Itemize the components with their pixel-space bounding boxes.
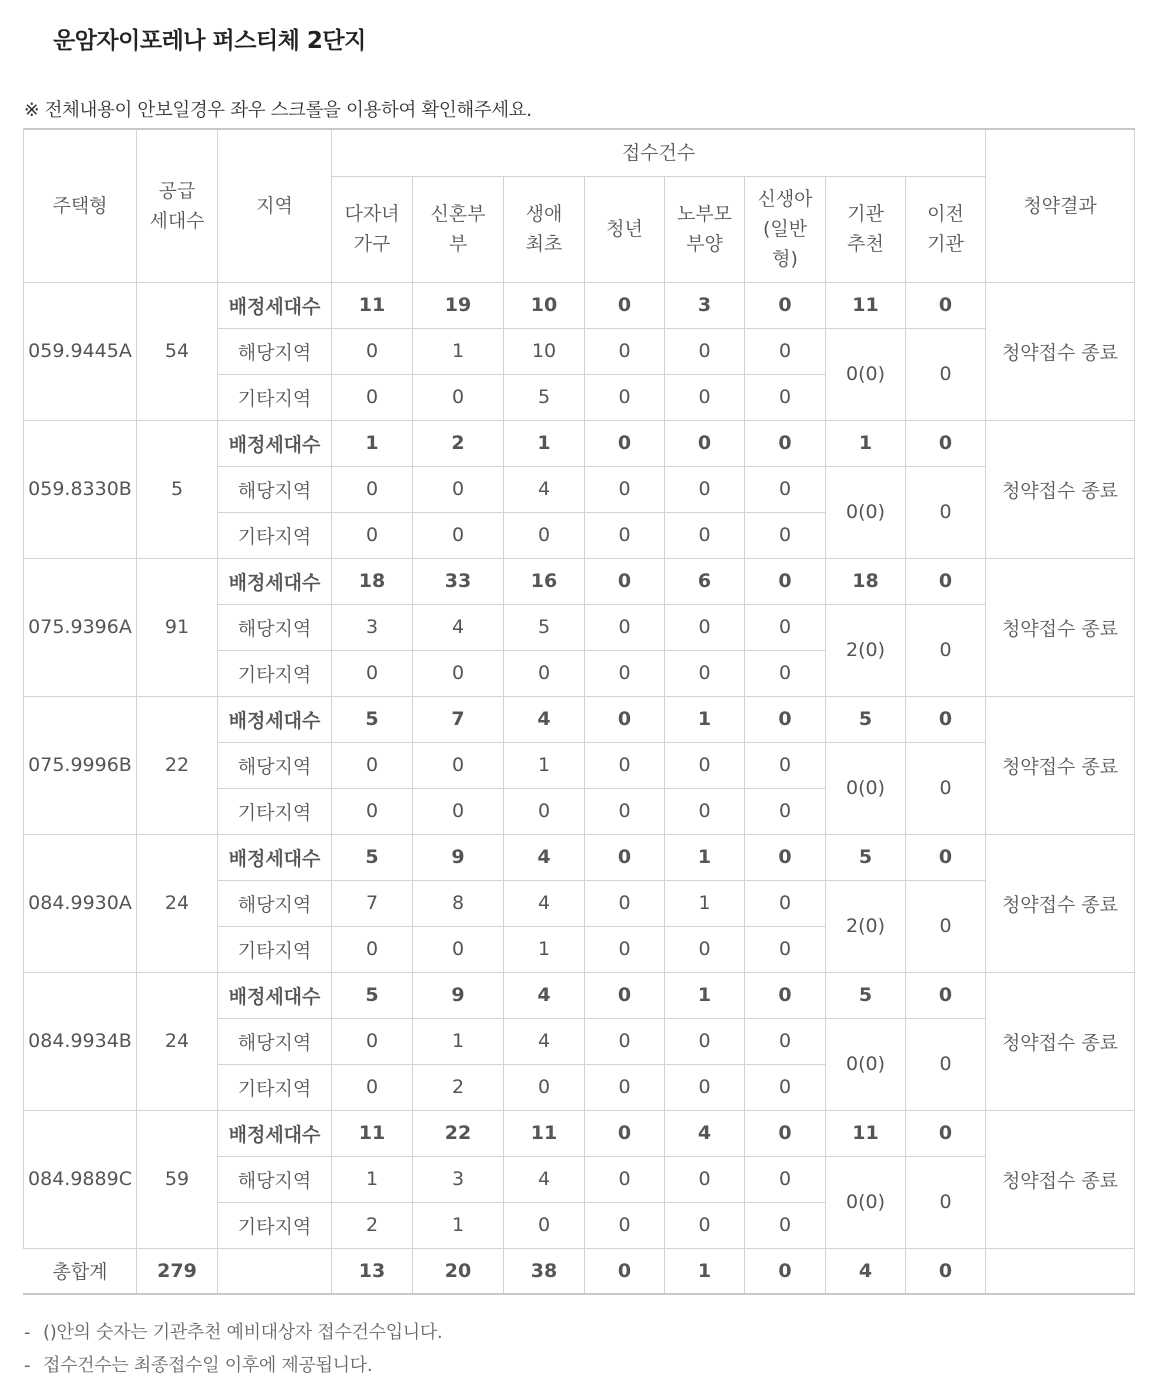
- allocated-value: 4: [504, 696, 585, 742]
- supply-cell: 22: [137, 696, 218, 834]
- transfer-value: 0: [906, 604, 986, 696]
- total-value: 0: [906, 1248, 986, 1294]
- allocated-value: 19: [413, 282, 504, 328]
- other-value: 0: [332, 926, 413, 972]
- header-institution: 기관 추천: [826, 176, 906, 282]
- row-label-allocated: 배정세대수: [218, 420, 332, 466]
- housing-type-cell: 084.9930A: [24, 834, 137, 972]
- local-value: 0: [745, 1156, 826, 1202]
- other-value: 0: [585, 1064, 665, 1110]
- other-value: 0: [745, 1202, 826, 1248]
- local-value: 0: [665, 1018, 745, 1064]
- allocated-value: 11: [332, 1110, 413, 1156]
- local-value: 0: [745, 880, 826, 926]
- other-value: 0: [585, 512, 665, 558]
- result-cell: 청약접수 종료: [986, 282, 1135, 420]
- other-value: 5: [504, 374, 585, 420]
- local-value: 1: [504, 742, 585, 788]
- application-results-table: [23, 128, 1135, 1295]
- other-value: 0: [413, 512, 504, 558]
- housing-type-cell: 084.9889C: [24, 1110, 137, 1248]
- header-newborn: 신생아 (일반 형): [745, 176, 826, 282]
- other-value: 0: [504, 1064, 585, 1110]
- local-value: 0: [332, 466, 413, 512]
- other-value: 0: [665, 512, 745, 558]
- other-value: 0: [504, 512, 585, 558]
- header-region: 지역: [218, 129, 332, 282]
- institution-value: 0(0): [826, 466, 906, 558]
- allocated-value: 0: [585, 282, 665, 328]
- result-cell: 청약접수 종료: [986, 696, 1135, 834]
- local-value: 10: [504, 328, 585, 374]
- table-row: [24, 558, 1135, 604]
- allocated-value: 5: [826, 696, 906, 742]
- allocated-value: 22: [413, 1110, 504, 1156]
- other-value: 0: [504, 1202, 585, 1248]
- other-value: 1: [504, 926, 585, 972]
- allocated-value: 0: [585, 558, 665, 604]
- total-result-empty: [986, 1248, 1135, 1294]
- other-value: 0: [745, 512, 826, 558]
- local-value: 0: [665, 466, 745, 512]
- allocated-value: 0: [585, 834, 665, 880]
- row-label-allocated: 배정세대수: [218, 282, 332, 328]
- local-value: 1: [332, 1156, 413, 1202]
- total-value: 4: [826, 1248, 906, 1294]
- other-value: 0: [332, 1064, 413, 1110]
- local-value: 0: [413, 466, 504, 512]
- row-label-local: 해당지역: [218, 604, 332, 650]
- footnote-item: - 접수건수는 최종접수일 이후에 제공됩니다.: [24, 1355, 373, 1376]
- allocated-value: 11: [826, 1110, 906, 1156]
- allocated-value: 4: [665, 1110, 745, 1156]
- row-label-allocated: 배정세대수: [218, 558, 332, 604]
- allocated-value: 0: [745, 972, 826, 1018]
- allocated-value: 5: [332, 834, 413, 880]
- supply-cell: 24: [137, 972, 218, 1110]
- total-region-empty: [218, 1248, 332, 1294]
- header-elderly-parents: 노부모 부양: [665, 176, 745, 282]
- other-value: 0: [585, 374, 665, 420]
- local-value: 0: [665, 328, 745, 374]
- transfer-value: 0: [906, 1018, 986, 1110]
- table-row: [24, 972, 1135, 1018]
- local-value: 0: [665, 742, 745, 788]
- supply-cell: 91: [137, 558, 218, 696]
- header-multi-child: 다자녀 가구: [332, 176, 413, 282]
- local-value: 7: [332, 880, 413, 926]
- housing-type-cell: 075.9396A: [24, 558, 137, 696]
- supply-cell: 59: [137, 1110, 218, 1248]
- allocated-value: 5: [332, 972, 413, 1018]
- row-label-other: 기타지역: [218, 650, 332, 696]
- local-value: 0: [745, 742, 826, 788]
- header-applications: 접수건수: [332, 129, 986, 176]
- allocated-value: 4: [504, 834, 585, 880]
- other-value: 0: [585, 788, 665, 834]
- allocated-value: 18: [826, 558, 906, 604]
- table-row: [24, 696, 1135, 742]
- other-value: 0: [665, 1064, 745, 1110]
- allocated-value: 1: [665, 834, 745, 880]
- other-value: 0: [665, 374, 745, 420]
- allocated-value: 9: [413, 972, 504, 1018]
- local-value: 0: [665, 1156, 745, 1202]
- row-label-other: 기타지역: [218, 1064, 332, 1110]
- other-value: 0: [585, 650, 665, 696]
- allocated-value: 0: [906, 1110, 986, 1156]
- institution-value: 0(0): [826, 328, 906, 420]
- other-value: 0: [413, 926, 504, 972]
- other-value: 0: [665, 1202, 745, 1248]
- allocated-value: 0: [906, 558, 986, 604]
- row-label-allocated: 배정세대수: [218, 696, 332, 742]
- local-value: 3: [332, 604, 413, 650]
- allocated-value: 0: [906, 282, 986, 328]
- institution-value: 2(0): [826, 604, 906, 696]
- other-value: 0: [332, 374, 413, 420]
- other-value: 2: [413, 1064, 504, 1110]
- other-value: 0: [745, 788, 826, 834]
- result-cell: 청약접수 종료: [986, 834, 1135, 972]
- row-label-local: 해당지역: [218, 1156, 332, 1202]
- result-cell: 청약접수 종료: [986, 972, 1135, 1110]
- allocated-value: 11: [504, 1110, 585, 1156]
- header-youth: 청년: [585, 176, 665, 282]
- allocated-value: 0: [745, 696, 826, 742]
- scroll-notice: ※ 전체내용이 안보일경우 좌우 스크롤을 이용하여 확인해주세요.: [24, 100, 532, 121]
- other-value: 0: [413, 788, 504, 834]
- allocated-value: 0: [906, 420, 986, 466]
- allocated-value: 5: [826, 972, 906, 1018]
- other-value: 0: [745, 926, 826, 972]
- allocated-value: 5: [332, 696, 413, 742]
- local-value: 0: [585, 742, 665, 788]
- allocated-value: 0: [585, 696, 665, 742]
- result-cell: 청약접수 종료: [986, 558, 1135, 696]
- local-value: 0: [585, 1156, 665, 1202]
- allocated-value: 1: [504, 420, 585, 466]
- local-value: 0: [585, 466, 665, 512]
- table-row: [24, 420, 1135, 466]
- other-value: 0: [745, 650, 826, 696]
- row-label-local: 해당지역: [218, 328, 332, 374]
- other-value: 0: [665, 650, 745, 696]
- row-label-other: 기타지역: [218, 1202, 332, 1248]
- institution-value: 0(0): [826, 1018, 906, 1110]
- housing-type-cell: 075.9996B: [24, 696, 137, 834]
- header-housing-type: 주택형: [24, 129, 137, 282]
- allocated-value: 0: [745, 420, 826, 466]
- other-value: 0: [413, 374, 504, 420]
- other-value: 0: [665, 926, 745, 972]
- local-value: 1: [413, 328, 504, 374]
- allocated-value: 0: [906, 972, 986, 1018]
- other-value: 0: [504, 650, 585, 696]
- allocated-value: 0: [745, 558, 826, 604]
- local-value: 4: [413, 604, 504, 650]
- row-label-allocated: 배정세대수: [218, 1110, 332, 1156]
- local-value: 0: [745, 604, 826, 650]
- table-row: [24, 282, 1135, 328]
- row-label-local: 해당지역: [218, 742, 332, 788]
- total-value: 0: [585, 1248, 665, 1294]
- local-value: 8: [413, 880, 504, 926]
- allocated-value: 33: [413, 558, 504, 604]
- other-value: 0: [745, 1064, 826, 1110]
- allocated-value: 1: [665, 696, 745, 742]
- other-value: 0: [332, 788, 413, 834]
- local-value: 0: [332, 742, 413, 788]
- page-title: 운암자이포레나 퍼스티체 2단지: [53, 28, 366, 54]
- allocated-value: 1: [332, 420, 413, 466]
- local-value: 4: [504, 1156, 585, 1202]
- total-value: 0: [745, 1248, 826, 1294]
- other-value: 0: [332, 650, 413, 696]
- other-value: 0: [413, 650, 504, 696]
- institution-value: 0(0): [826, 742, 906, 834]
- total-supply: 279: [137, 1248, 218, 1294]
- table-row: [24, 834, 1135, 880]
- local-value: 1: [413, 1018, 504, 1064]
- row-label-other: 기타지역: [218, 374, 332, 420]
- transfer-value: 0: [906, 880, 986, 972]
- local-value: 4: [504, 466, 585, 512]
- local-value: 3: [413, 1156, 504, 1202]
- allocated-value: 11: [826, 282, 906, 328]
- local-value: 4: [504, 1018, 585, 1064]
- total-value: 1: [665, 1248, 745, 1294]
- local-value: 0: [585, 328, 665, 374]
- local-value: 4: [504, 880, 585, 926]
- allocated-value: 9: [413, 834, 504, 880]
- row-label-other: 기타지역: [218, 926, 332, 972]
- total-value: 20: [413, 1248, 504, 1294]
- other-value: 0: [745, 374, 826, 420]
- row-label-local: 해당지역: [218, 880, 332, 926]
- result-cell: 청약접수 종료: [986, 1110, 1135, 1248]
- supply-cell: 5: [137, 420, 218, 558]
- allocated-value: 2: [413, 420, 504, 466]
- footnotes: [24, 1316, 442, 1382]
- allocated-value: 6: [665, 558, 745, 604]
- allocated-value: 1: [665, 972, 745, 1018]
- local-value: 0: [665, 604, 745, 650]
- row-label-local: 해당지역: [218, 1018, 332, 1064]
- allocated-value: 5: [826, 834, 906, 880]
- allocated-value: 0: [585, 972, 665, 1018]
- transfer-value: 0: [906, 466, 986, 558]
- housing-type-cell: 059.9445A: [24, 282, 137, 420]
- allocated-value: 0: [906, 696, 986, 742]
- allocated-value: 0: [906, 834, 986, 880]
- header-result: 청약결과: [986, 129, 1135, 282]
- other-value: 0: [504, 788, 585, 834]
- allocated-value: 16: [504, 558, 585, 604]
- allocated-value: 0: [665, 420, 745, 466]
- allocated-value: 1: [826, 420, 906, 466]
- allocated-value: 10: [504, 282, 585, 328]
- allocated-value: 4: [504, 972, 585, 1018]
- row-label-allocated: 배정세대수: [218, 972, 332, 1018]
- institution-value: 0(0): [826, 1156, 906, 1248]
- row-label-local: 해당지역: [218, 466, 332, 512]
- housing-type-cell: 059.8330B: [24, 420, 137, 558]
- transfer-value: 0: [906, 328, 986, 420]
- allocated-value: 0: [745, 282, 826, 328]
- supply-cell: 54: [137, 282, 218, 420]
- header-first-time: 생애 최초: [504, 176, 585, 282]
- other-value: 0: [665, 788, 745, 834]
- result-cell: 청약접수 종료: [986, 420, 1135, 558]
- local-value: 0: [332, 328, 413, 374]
- local-value: 1: [665, 880, 745, 926]
- header-transfer: 이전 기관: [906, 176, 986, 282]
- header-supply-units: 공급 세대수: [137, 129, 218, 282]
- local-value: 0: [413, 742, 504, 788]
- other-value: 0: [585, 1202, 665, 1248]
- total-label: 총합계: [24, 1248, 137, 1294]
- allocated-value: 0: [585, 420, 665, 466]
- total-value: 38: [504, 1248, 585, 1294]
- local-value: 5: [504, 604, 585, 650]
- header-newlywed: 신혼부 부: [413, 176, 504, 282]
- allocated-value: 0: [585, 1110, 665, 1156]
- local-value: 0: [745, 466, 826, 512]
- transfer-value: 0: [906, 1156, 986, 1248]
- row-label-other: 기타지역: [218, 512, 332, 558]
- total-row: [24, 1248, 1135, 1294]
- local-value: 0: [585, 1018, 665, 1064]
- allocated-value: 0: [745, 1110, 826, 1156]
- allocated-value: 7: [413, 696, 504, 742]
- institution-value: 2(0): [826, 880, 906, 972]
- local-value: 0: [585, 604, 665, 650]
- other-value: 0: [332, 512, 413, 558]
- row-label-other: 기타지역: [218, 788, 332, 834]
- housing-type-cell: 084.9934B: [24, 972, 137, 1110]
- local-value: 0: [585, 880, 665, 926]
- supply-cell: 24: [137, 834, 218, 972]
- table-row: [24, 1110, 1135, 1156]
- total-value: 13: [332, 1248, 413, 1294]
- allocated-value: 3: [665, 282, 745, 328]
- transfer-value: 0: [906, 742, 986, 834]
- local-value: 0: [745, 1018, 826, 1064]
- allocated-value: 0: [745, 834, 826, 880]
- allocated-value: 18: [332, 558, 413, 604]
- row-label-allocated: 배정세대수: [218, 834, 332, 880]
- other-value: 0: [585, 926, 665, 972]
- footnote-item: - ()안의 숫자는 기관추천 예비대상자 접수건수입니다.: [24, 1322, 443, 1343]
- allocated-value: 11: [332, 282, 413, 328]
- local-value: 0: [332, 1018, 413, 1064]
- other-value: 2: [332, 1202, 413, 1248]
- other-value: 1: [413, 1202, 504, 1248]
- local-value: 0: [745, 328, 826, 374]
